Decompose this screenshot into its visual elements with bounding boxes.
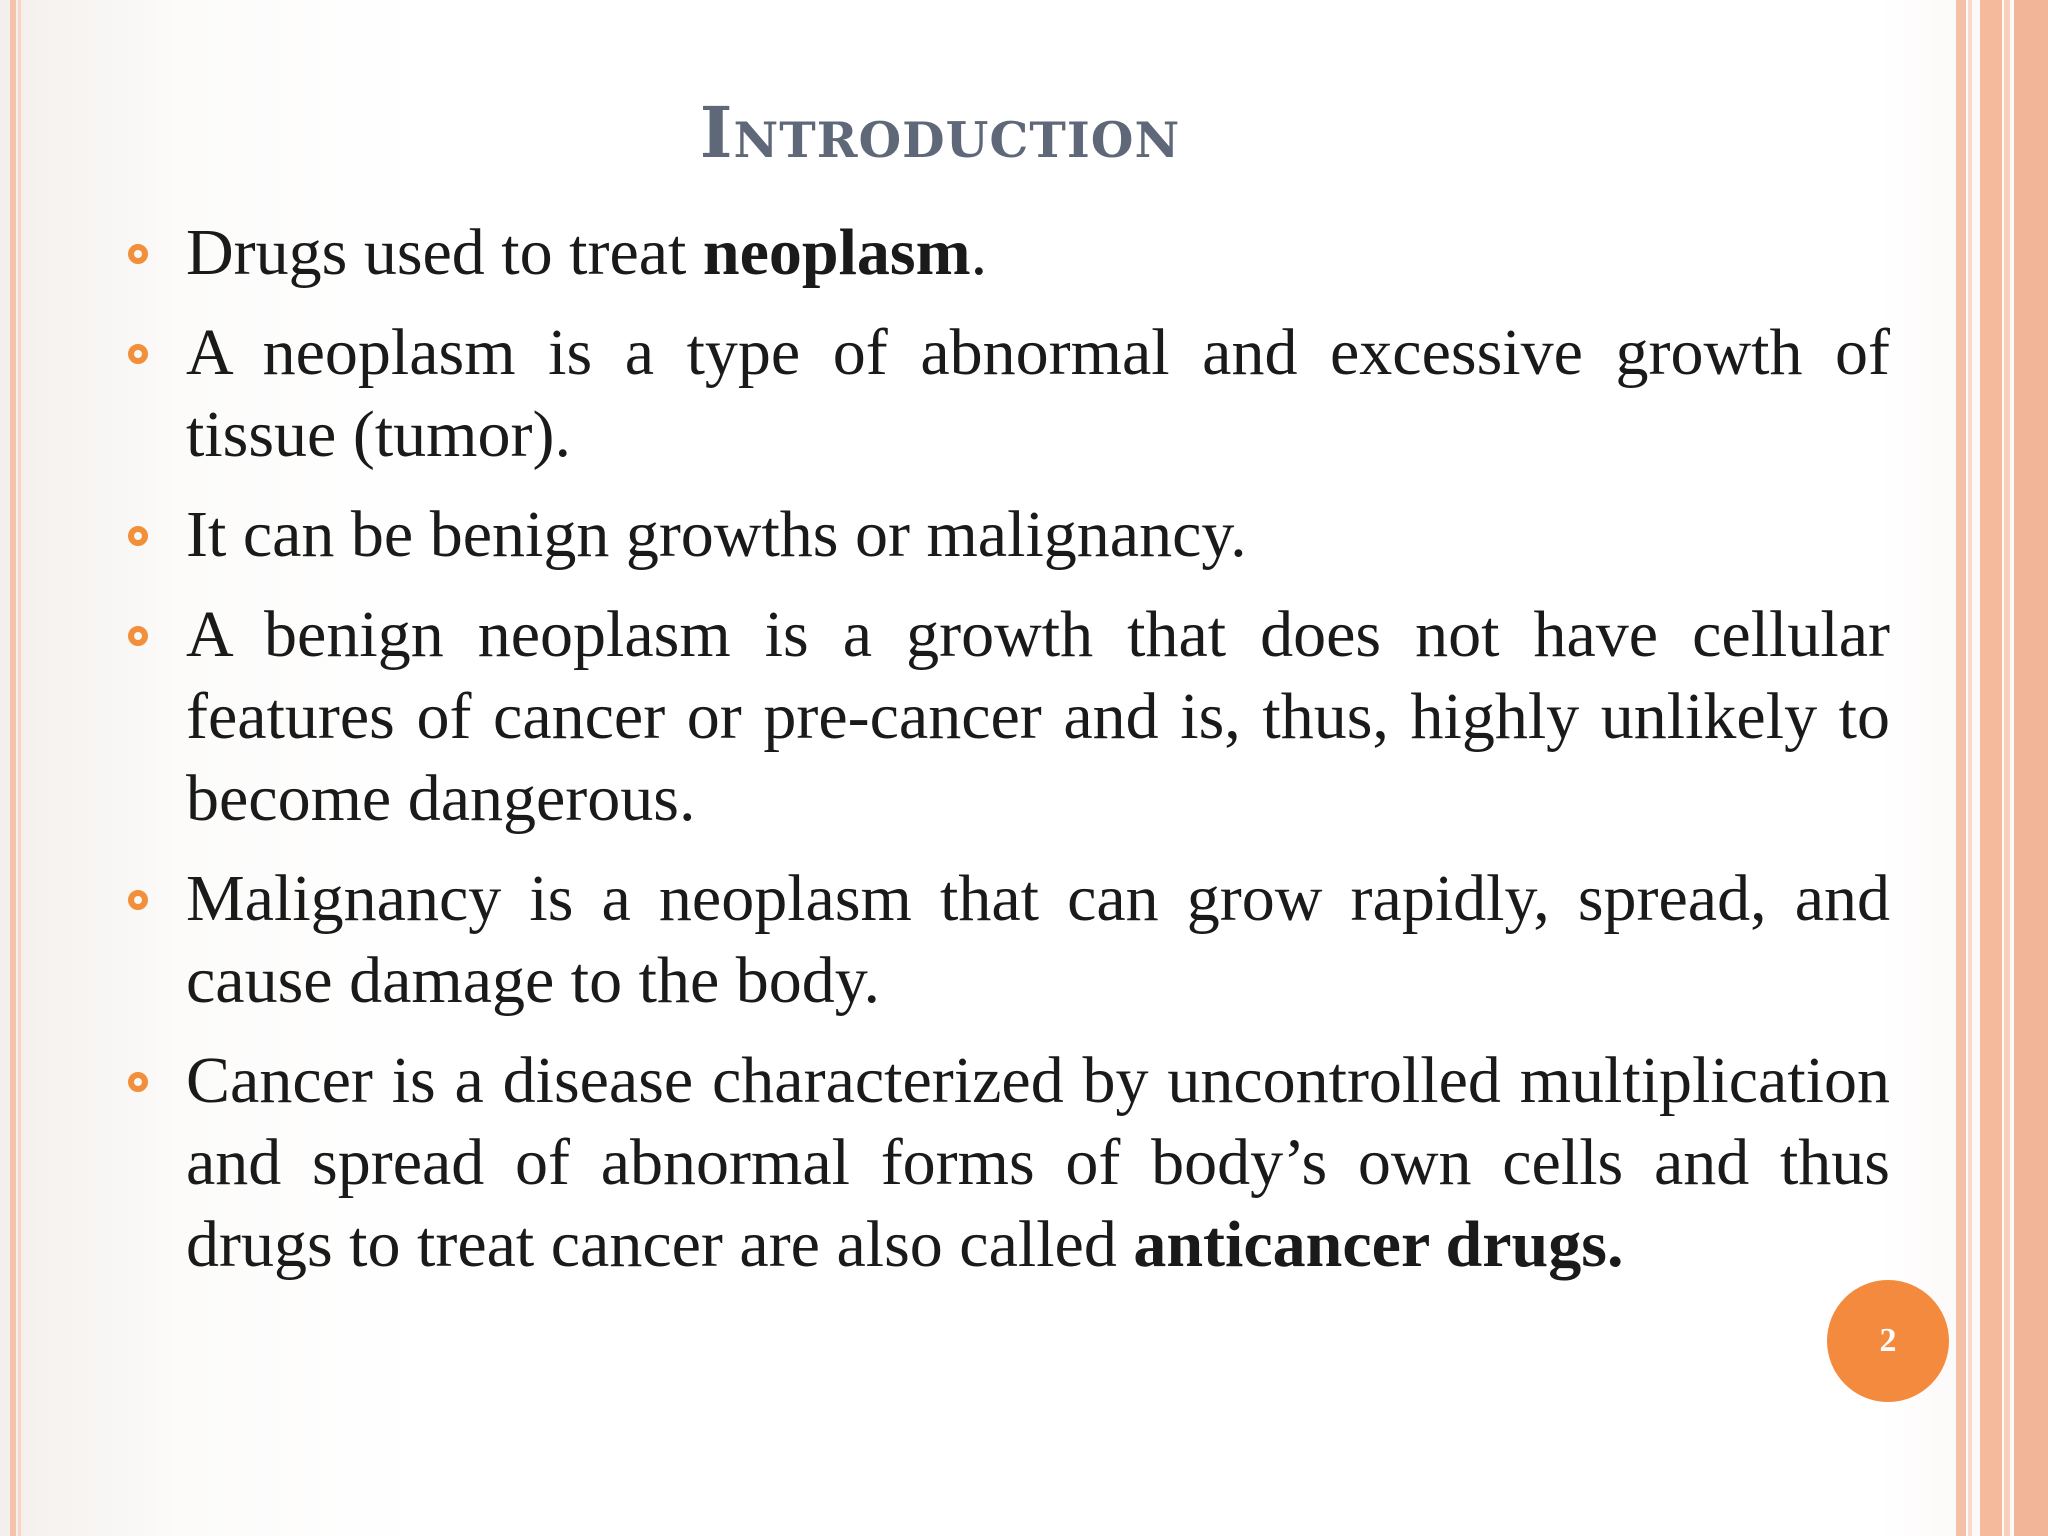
page-number: 2 [1879, 1322, 1897, 1359]
bullet-item [128, 494, 1890, 576]
bullet-item [128, 312, 1890, 476]
slide-title: Introduction [699, 91, 1181, 174]
left-decorative-stripe-thin [18, 0, 21, 1536]
right-decorative-stripe-edge [2014, 0, 2048, 1536]
bullet-item [128, 858, 1890, 1022]
ring-bullet-icon [128, 526, 148, 546]
ring-bullet-icon [128, 244, 148, 264]
left-decorative-stripe [10, 0, 16, 1536]
bullet-text: A neoplasm is a type of abnormal and excessive growth of tissue (tumor). [186, 316, 1890, 471]
page-number-badge [1827, 1280, 1949, 1402]
bullet-item [128, 212, 1890, 294]
right-decorative-stripe-thin-2 [2004, 0, 2010, 1536]
ring-bullet-icon [128, 344, 148, 364]
bullet-list [128, 212, 1890, 1304]
ring-bullet-icon [128, 1072, 148, 1092]
right-decorative-stripe [1956, 0, 1966, 1536]
ring-bullet-icon [128, 626, 148, 646]
bullet-item [128, 594, 1890, 840]
right-decorative-stripe-wide [1980, 0, 2002, 1536]
bullet-text: Cancer is a disease characterized by uncontrolled multiplication and spread of abnormal forms of body’s own cells and thus drugs to treat cancer are also called anticancer drugs. [186, 1044, 1890, 1281]
right-decorative-stripe-thin [1968, 0, 1972, 1536]
bullet-text: It can be benign growths or malignancy. [186, 498, 1247, 571]
bullet-item [128, 1040, 1890, 1286]
bullet-text: A benign neoplasm is a growth that does not have cellular features of cancer or pre-cancer and is, thus, highly unlikely to become dangerous. [186, 598, 1890, 835]
bullet-text: Malignancy is a neoplasm that can grow rapidly, spread, and cause damage to the body. [186, 862, 1890, 1017]
bullet-text: Drugs used to treat neoplasm. [186, 216, 988, 289]
ring-bullet-icon [128, 890, 148, 910]
